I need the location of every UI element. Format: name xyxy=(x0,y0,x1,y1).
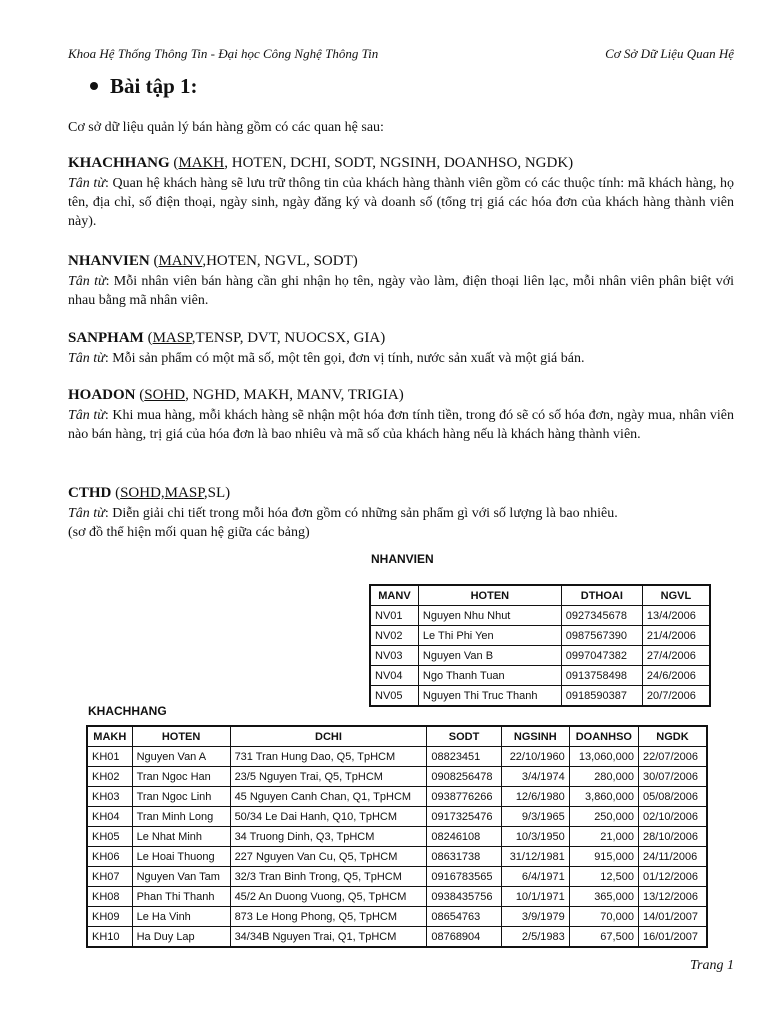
table-cell: 227 Nguyen Van Cu, Q5, TpHCM xyxy=(230,847,427,867)
table-cell: 0938776266 xyxy=(427,787,501,807)
table-cell: 0987567390 xyxy=(561,626,642,646)
schema-attributes: ,HOTEN, NGVL, SODT) xyxy=(202,253,358,269)
table-cell: 0997047382 xyxy=(561,646,642,666)
table-cell: 12,500 xyxy=(569,867,638,887)
relation-description xyxy=(68,174,734,231)
relation-name: CTHD xyxy=(68,485,112,501)
table-row xyxy=(87,787,707,807)
relation-description xyxy=(68,272,734,310)
table-cell: NV05 xyxy=(370,686,418,707)
table-row xyxy=(87,887,707,907)
table-cell: 08631738 xyxy=(427,847,501,867)
table-row xyxy=(370,646,710,666)
diagram-note: (sơ đồ thể hiện mối quan hệ giữa các bảng) xyxy=(68,525,310,540)
table-cell: 16/01/2007 xyxy=(638,927,707,948)
relation-description xyxy=(68,504,734,523)
relation-name: HOADON xyxy=(68,387,136,403)
table-cell: Tran Ngoc Linh xyxy=(132,787,230,807)
table-cell: KH05 xyxy=(87,827,132,847)
table-cell: 13/12/2006 xyxy=(638,887,707,907)
table-cell: 08823451 xyxy=(427,747,501,767)
khachhang-table-caption: KHACHHANG xyxy=(88,704,167,718)
table-cell: KH06 xyxy=(87,847,132,867)
table-row xyxy=(87,927,707,948)
description-label: Tân từ xyxy=(68,176,105,191)
table-cell: 22/07/2006 xyxy=(638,747,707,767)
table-cell: 10/3/1950 xyxy=(501,827,569,847)
table-cell: 13/4/2006 xyxy=(642,606,710,626)
schema-attributes: , HOTEN, DCHI, SODT, NGSINH, DOANHSO, NGDK) xyxy=(224,155,574,171)
table-cell: KH08 xyxy=(87,887,132,907)
table-cell: Le Nhat Minh xyxy=(132,827,230,847)
table-cell: 05/08/2006 xyxy=(638,787,707,807)
table-cell: 14/01/2007 xyxy=(638,907,707,927)
primary-key: MASP xyxy=(152,330,192,346)
table-cell: 0908256478 xyxy=(427,767,501,787)
primary-key: MAKH xyxy=(178,155,225,171)
description-text: : Khi mua hàng, mỗi khách hàng sẽ nhận một hóa đơn tính tiền, trong đó sẽ có số hóa đơn, ngày mua, nhân viên nào bán hàng, trị giá của hóa đơn là bao nhiêu và mã số của khách hàng nếu là khách hàng thành viên. xyxy=(68,408,735,442)
table-cell: KH01 xyxy=(87,747,132,767)
description-text: : Diễn giải chi tiết trong mỗi hóa đơn gồm có những sản phẩm gì với số lượng là bao nhiêu. xyxy=(104,506,618,521)
table-cell: 6/4/1971 xyxy=(501,867,569,887)
table-cell: KH09 xyxy=(87,907,132,927)
table-cell: 45 Nguyen Canh Chan, Q1, TpHCM xyxy=(230,787,427,807)
table-row xyxy=(370,686,710,707)
table-cell: Le Hoai Thuong xyxy=(132,847,230,867)
table-cell: 28/10/2006 xyxy=(638,827,707,847)
table-cell: 50/34 Le Dai Hanh, Q10, TpHCM xyxy=(230,807,427,827)
relation-cthd xyxy=(68,484,734,542)
table-cell: 45/2 An Duong Vuong, Q5, TpHCM xyxy=(230,887,427,907)
schema-paren: ( xyxy=(111,485,121,501)
table-cell: NV02 xyxy=(370,626,418,646)
schema-paren: ( xyxy=(169,155,179,171)
table-cell: 13,060,000 xyxy=(569,747,638,767)
table-row xyxy=(87,767,707,787)
description-text: : Quan hệ khách hàng sẽ lưu trữ thông tin của khách hàng thành viên gồm có các thuộc tính: mã khách hàng, họ tên, địa chỉ, số điện thoại, ngày sinh, ngày đăng ký và doanh số (tổng trị giá các hóa đơn của khách hàng thành viên này). xyxy=(68,176,734,229)
column-header: MAKH xyxy=(87,726,132,747)
exercise-title-text: Bài tập 1: xyxy=(110,74,198,98)
table-cell: 280,000 xyxy=(569,767,638,787)
relation-schema xyxy=(68,252,734,271)
column-header: NGDK xyxy=(638,726,707,747)
table-row xyxy=(87,907,707,927)
column-header: DOANHSO xyxy=(569,726,638,747)
primary-key: MANV xyxy=(158,253,203,269)
table-cell: 70,000 xyxy=(569,907,638,927)
table-cell: 873 Le Hong Phong, Q5, TpHCM xyxy=(230,907,427,927)
column-header: SODT xyxy=(427,726,501,747)
schema-paren: ( xyxy=(149,253,159,269)
table-cell: Tran Ngoc Han xyxy=(132,767,230,787)
table-cell: 22/10/1960 xyxy=(501,747,569,767)
table-header-row xyxy=(87,726,707,747)
table-cell: 21,000 xyxy=(569,827,638,847)
table-cell: 32/3 Tran Binh Trong, Q5, TpHCM xyxy=(230,867,427,887)
column-header: DTHOAI xyxy=(561,585,642,606)
table-cell: 08654763 xyxy=(427,907,501,927)
table-cell: Le Thi Phi Yen xyxy=(418,626,561,646)
table-cell: 01/12/2006 xyxy=(638,867,707,887)
nhanvien-table xyxy=(369,584,711,707)
table-cell: Ha Duy Lap xyxy=(132,927,230,948)
table-cell: 24/6/2006 xyxy=(642,666,710,686)
table-cell: Phan Thi Thanh xyxy=(132,887,230,907)
column-header: MANV xyxy=(370,585,418,606)
description-label: Tân từ xyxy=(68,274,106,289)
table-cell: KH03 xyxy=(87,787,132,807)
description-label: Tân từ xyxy=(68,506,105,521)
description-text: : Mỗi sản phẩm có một mã số, một tên gọi, đơn vị tính, nước sản xuất và một giá bán. xyxy=(104,351,585,366)
table-row xyxy=(370,666,710,686)
relation-schema xyxy=(68,386,734,405)
relation-name: SANPHAM xyxy=(68,330,144,346)
table-cell: 731 Tran Hung Dao, Q5, TpHCM xyxy=(230,747,427,767)
table-cell: 9/3/1965 xyxy=(501,807,569,827)
table-row xyxy=(370,626,710,646)
column-header: NGSINH xyxy=(501,726,569,747)
page-number: Trang 1 xyxy=(690,958,734,973)
relation-description xyxy=(68,406,734,444)
table-cell: 3/9/1979 xyxy=(501,907,569,927)
table-cell: Nguyen Thi Truc Thanh xyxy=(418,686,561,707)
primary-key: SOHD xyxy=(144,387,186,403)
table-cell: 12/6/1980 xyxy=(501,787,569,807)
table-row xyxy=(87,847,707,867)
table-row xyxy=(87,747,707,767)
table-cell: 21/4/2006 xyxy=(642,626,710,646)
relation-description xyxy=(68,349,734,368)
relation-name: NHANVIEN xyxy=(68,253,150,269)
table-cell: Nguyen Van A xyxy=(132,747,230,767)
table-cell: 0938435756 xyxy=(427,887,501,907)
table-cell: KH10 xyxy=(87,927,132,948)
table-cell: NV01 xyxy=(370,606,418,626)
table-cell: 20/7/2006 xyxy=(642,686,710,707)
relation-schema xyxy=(68,329,734,348)
relation-hoadon xyxy=(68,386,734,444)
table-cell: 27/4/2006 xyxy=(642,646,710,666)
table-cell: 34/34B Nguyen Trai, Q1, TpHCM xyxy=(230,927,427,948)
table-cell: 30/07/2006 xyxy=(638,767,707,787)
header-course: Cơ Sở Dữ Liệu Quan Hệ xyxy=(605,46,734,61)
table-cell: 250,000 xyxy=(569,807,638,827)
primary-key: SOHD,MASP xyxy=(120,485,204,501)
table-header-row xyxy=(370,585,710,606)
column-header: HOTEN xyxy=(132,726,230,747)
relation-nhanvien xyxy=(68,252,734,310)
table-cell: KH02 xyxy=(87,767,132,787)
description-label: Tân từ xyxy=(68,408,105,423)
table-cell: NV04 xyxy=(370,666,418,686)
relation-schema xyxy=(68,484,734,503)
table-row xyxy=(87,827,707,847)
description-text: : Mỗi nhân viên bán hàng cần ghi nhận họ tên, ngày vào làm, điện thoại liên lạc, mỗi nhân viên phân biệt với nhau bằng mã nhân viên. xyxy=(68,274,734,308)
table-cell: 10/1/1971 xyxy=(501,887,569,907)
description-label: Tân từ xyxy=(68,351,105,366)
column-header: HOTEN xyxy=(418,585,561,606)
table-cell: 67,500 xyxy=(569,927,638,948)
table-cell: Nguyen Nhu Nhut xyxy=(418,606,561,626)
table-cell: 08246108 xyxy=(427,827,501,847)
table-row xyxy=(370,606,710,626)
table-cell: 31/12/1981 xyxy=(501,847,569,867)
table-cell: 08768904 xyxy=(427,927,501,948)
schema-paren: ( xyxy=(143,330,153,346)
schema-paren: ( xyxy=(135,387,145,403)
schema-attributes: , NGHD, MAKH, MANV, TRIGIA) xyxy=(185,387,404,403)
table-cell: Ngo Thanh Tuan xyxy=(418,666,561,686)
schema-attributes: ,TENSP, DVT, NUOCSX, GIA) xyxy=(191,330,386,346)
intro-paragraph: Cơ sở dữ liệu quản lý bán hàng gồm có các quan hệ sau: xyxy=(68,120,384,135)
relation-sanpham xyxy=(68,329,734,368)
header-faculty: Khoa Hệ Thống Thông Tin - Đại học Công Nghệ Thông Tin xyxy=(68,46,379,61)
relation-name: KHACHHANG xyxy=(68,155,170,171)
column-header: DCHI xyxy=(230,726,427,747)
table-cell: 2/5/1983 xyxy=(501,927,569,948)
khachhang-table xyxy=(86,725,708,948)
table-cell: 02/10/2006 xyxy=(638,807,707,827)
exercise-title xyxy=(90,74,198,99)
relation-schema xyxy=(68,154,734,173)
column-header: NGVL xyxy=(642,585,710,606)
schema-attributes: ,SL) xyxy=(203,485,231,501)
table-cell: 24/11/2006 xyxy=(638,847,707,867)
table-cell: Nguyen Van Tam xyxy=(132,867,230,887)
table-cell: 34 Truong Dinh, Q3, TpHCM xyxy=(230,827,427,847)
table-cell: KH07 xyxy=(87,867,132,887)
table-cell: 0913758498 xyxy=(561,666,642,686)
table-cell: 3/4/1974 xyxy=(501,767,569,787)
table-cell: 365,000 xyxy=(569,887,638,907)
table-cell: 0916783565 xyxy=(427,867,501,887)
table-cell: 0927345678 xyxy=(561,606,642,626)
table-cell: Nguyen Van B xyxy=(418,646,561,666)
table-cell: Le Ha Vinh xyxy=(132,907,230,927)
table-row xyxy=(87,867,707,887)
table-cell: 915,000 xyxy=(569,847,638,867)
table-cell: 23/5 Nguyen Trai, Q5, TpHCM xyxy=(230,767,427,787)
table-cell: KH04 xyxy=(87,807,132,827)
table-cell: NV03 xyxy=(370,646,418,666)
bullet-icon xyxy=(90,82,98,90)
nhanvien-table-caption: NHANVIEN xyxy=(371,552,434,566)
table-cell: 3,860,000 xyxy=(569,787,638,807)
relation-khachhang xyxy=(68,154,734,231)
table-cell: Tran Minh Long xyxy=(132,807,230,827)
table-cell: 0917325476 xyxy=(427,807,501,827)
table-cell: 0918590387 xyxy=(561,686,642,707)
table-row xyxy=(87,807,707,827)
